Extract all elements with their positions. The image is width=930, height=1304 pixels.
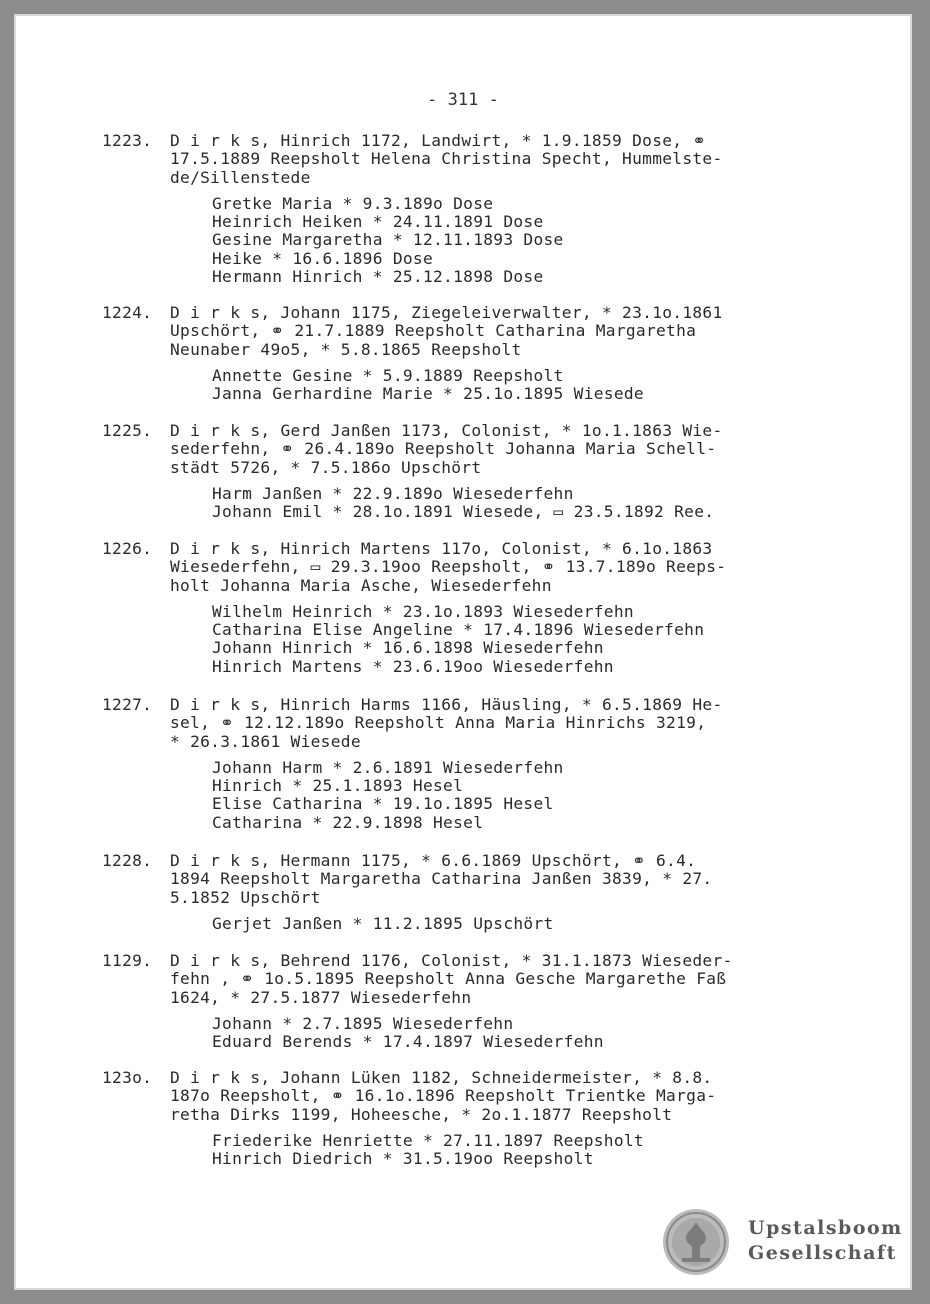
seal-icon	[662, 1208, 730, 1276]
child-line: Hermann Hinrich * 25.12.1898 Dose	[212, 267, 544, 287]
child-line: Heike * 16.6.1896 Dose	[212, 248, 434, 268]
entry-heading: D i r k s, Johann 1175, Ziegeleiverwalter, * 23.1o.1861 Upschört, ⚭ 21.7.1889 Reepsholt Catharina Margaretha Neunaber 49o5, * 5.8.1865 Reepsholt	[170, 303, 723, 359]
child-line: Hinrich * 25.1.1893 Hesel	[212, 776, 464, 796]
entry-1230	[102, 1069, 802, 1168]
child-line: Heinrich Heiken * 24.11.1891 Dose	[212, 212, 544, 232]
entry-1223	[102, 132, 802, 286]
entry-heading: D i r k s, Gerd Janßen 1173, Colonist, * 1o.1.1863 Wie- sederfehn, ⚭ 26.4.189o Reepsholt Johanna Maria Schell- städt 5726, * 7.5.186o Upschört	[170, 421, 723, 477]
entry-number: 1225.	[102, 421, 153, 440]
entry-heading: D i r k s, Behrend 1176, Colonist, * 31.1.1873 Wieseder- fehn , ⚭ 1o.5.1895 Reepsholt Anna Gesche Margarethe Faß 1624, * 27.5.1877 Wiesederfehn	[170, 951, 733, 1007]
children-list	[212, 759, 802, 832]
page-number: - 311 -	[427, 90, 499, 110]
children-list	[212, 367, 802, 404]
entry-number: 123o.	[102, 1068, 153, 1087]
logo-line-2: Gesellschaft	[748, 1242, 897, 1264]
child-line: Elise Catharina * 19.1o.1895 Hesel	[212, 794, 554, 814]
child-line: Gretke Maria * 9.3.189o Dose	[212, 193, 494, 213]
document-page	[14, 14, 912, 1290]
child-line: Catharina Elise Angeline * 17.4.1896 Wiesederfehn	[212, 620, 705, 640]
entry-number: 1129.	[102, 951, 153, 970]
child-line: Harm Janßen * 22.9.189o Wiesederfehn	[212, 483, 574, 503]
entry-number: 1224.	[102, 303, 153, 322]
children-list	[212, 195, 802, 286]
entry-1227	[102, 696, 802, 832]
children-list	[212, 485, 802, 522]
entry-1228	[102, 852, 802, 933]
child-line: Johann Emil * 28.1o.1891 Wiesede, ▭ 23.5.1892 Ree.	[212, 502, 715, 522]
child-line: Johann Hinrich * 16.6.1898 Wiesederfehn	[212, 638, 604, 658]
children-list	[212, 603, 802, 676]
child-line: Janna Gerhardine Marie * 25.1o.1895 Wiesede	[212, 384, 644, 404]
child-line: Johann * 2.7.1895 Wiesederfehn	[212, 1013, 514, 1033]
child-line: Catharina * 22.9.1898 Hesel	[212, 812, 484, 832]
entry-heading: D i r k s, Hinrich Martens 117o, Colonist, * 6.1o.1863 Wiesederfehn, ▭ 29.3.19oo Reepsholt, ⚭ 13.7.189o Reeps- holt Johanna Maria Asche, Wiesederfehn	[170, 539, 727, 595]
entry-number: 1228.	[102, 851, 153, 870]
child-line: Eduard Berends * 17.4.1897 Wiesederfehn	[212, 1032, 604, 1052]
child-line: Wilhelm Heinrich * 23.1o.1893 Wiesederfehn	[212, 601, 634, 621]
society-logo	[662, 1208, 912, 1276]
child-line: Hinrich Diedrich * 31.5.19oo Reepsholt	[212, 1149, 594, 1169]
children-list	[212, 1015, 802, 1052]
entry-1129	[102, 952, 802, 1051]
entry-number: 1223.	[102, 131, 153, 150]
child-line: Gerjet Janßen * 11.2.1895 Upschört	[212, 913, 554, 933]
logo-line-1: Upstalsboom	[748, 1217, 903, 1239]
entry-number: 1226.	[102, 539, 153, 558]
entry-heading: D i r k s, Johann Lüken 1182, Schneidermeister, * 8.8. 187o Reepsholt, ⚭ 16.1o.1896 Reepsholt Trientke Marga- retha Dirks 1199, Hoheesche, * 2o.1.1877 Reepsholt	[170, 1068, 717, 1124]
child-line: Annette Gesine * 5.9.1889 Reepsholt	[212, 365, 564, 385]
entry-number: 1227.	[102, 695, 153, 714]
entry-heading: D i r k s, Hinrich Harms 1166, Häusling, * 6.5.1869 He- sel, ⚭ 12.12.189o Reepsholt Anna Maria Hinrichs 3219, * 26.3.1861 Wiesede	[170, 695, 723, 751]
entry-1226	[102, 540, 802, 676]
logo-text	[748, 1216, 903, 1266]
entry-heading: D i r k s, Hermann 1175, * 6.6.1869 Upschört, ⚭ 6.4. 1894 Reepsholt Margaretha Catharina Janßen 3839, * 27. 5.1852 Upschört	[170, 851, 713, 907]
child-line: Gesine Margaretha * 12.11.1893 Dose	[212, 230, 564, 250]
child-line: Johann Harm * 2.6.1891 Wiesederfehn	[212, 757, 564, 777]
children-list	[212, 1132, 802, 1169]
child-line: Hinrich Martens * 23.6.19oo Wiesederfehn	[212, 656, 614, 676]
entry-1225	[102, 422, 802, 521]
children-list	[212, 915, 802, 933]
child-line: Friederike Henriette * 27.11.1897 Reepsholt	[212, 1130, 644, 1150]
entry-1224	[102, 304, 802, 403]
entry-heading: D i r k s, Hinrich 1172, Landwirt, * 1.9.1859 Dose, ⚭ 17.5.1889 Reepsholt Helena Christina Specht, Hummelste- de/Sillenstede	[170, 131, 723, 187]
